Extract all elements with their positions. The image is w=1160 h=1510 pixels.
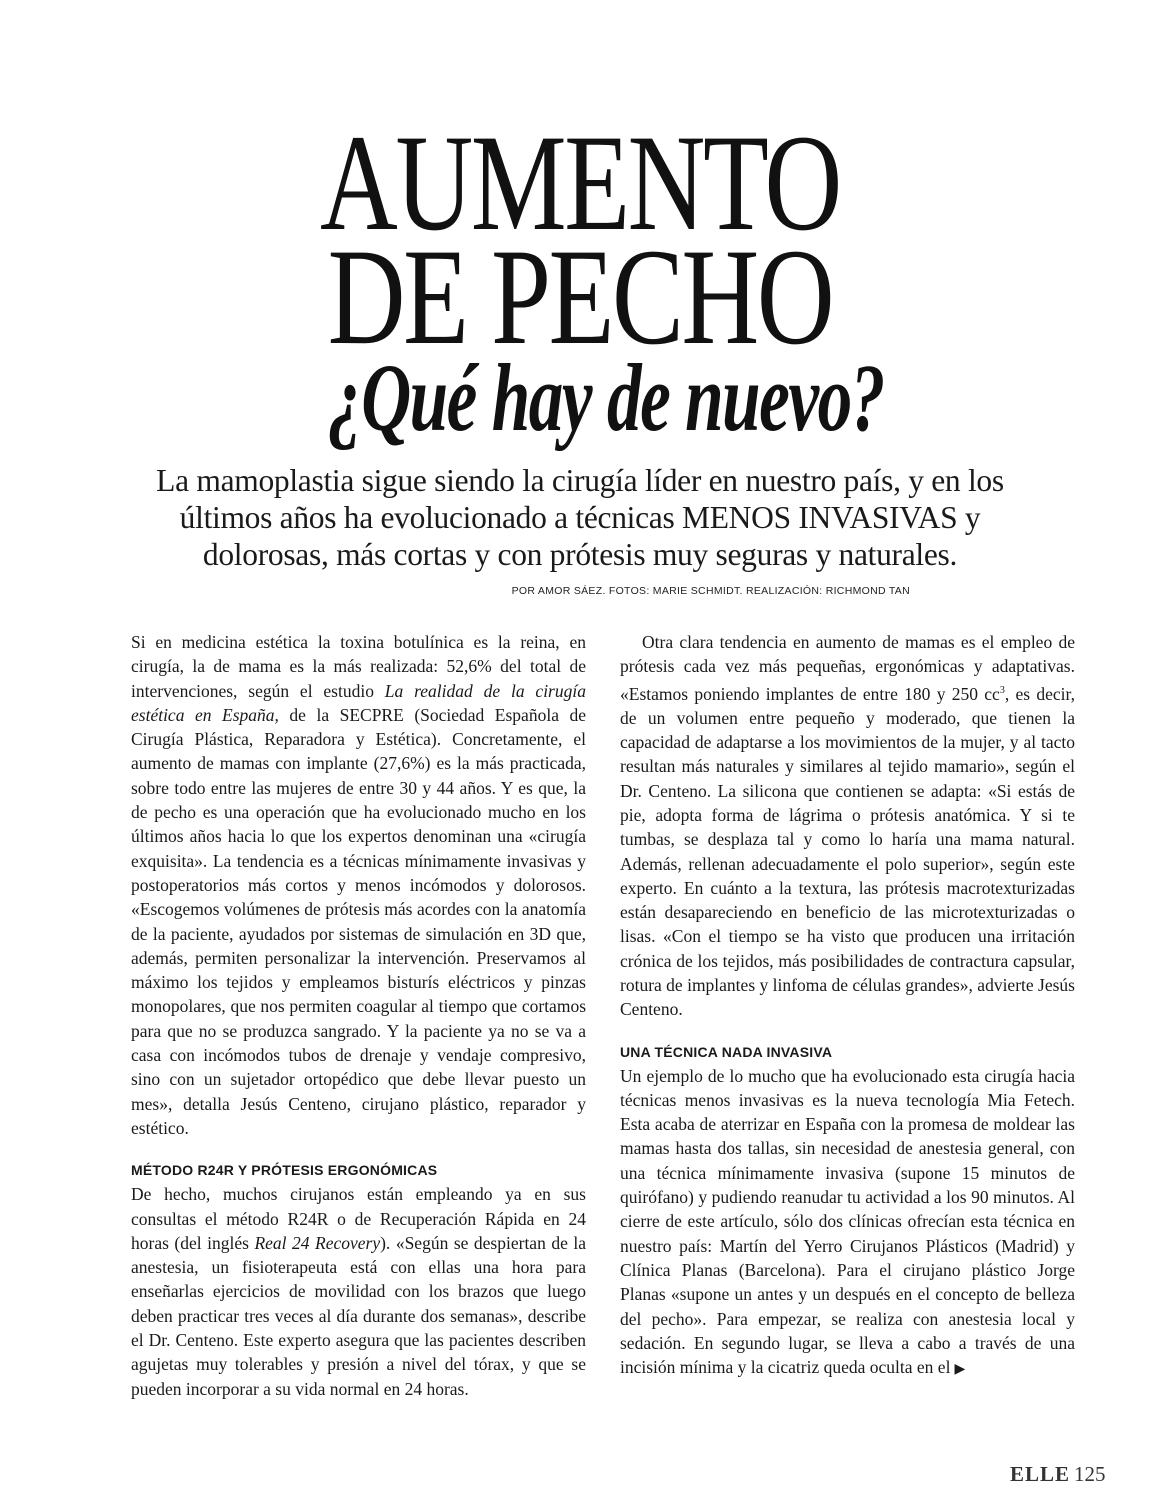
intro-text-b: de la SECPRE (Sociedad Española de Cirugía Plástica, Reparadora y Estética). Concretamente, el aumento de mamas con implante (27,6%) es la más practicada, sobre todo entre las mujeres de entre 30 y 44 años. Y es que, la de pecho es una operación que ha evolucionado mucho en los últimos años hacia lo que los expertos denominan una «cirugía exquisita». La tendencia es a técnicas mínimamente invasivas y postoperatorios más cortos y menos incómodos y dolorosos. «Escogemos volúmenes de prótesis más acordes con la anatomía de la paciente, ayudados por sistemas de simulación en 3D que, además, permiten personalizar la intervención. Preservamos al máximo los tejidos y empleamos bisturís eléctricos y pinzas monopolares, que nos permiten coagular al tiempo que cortamos para que no se produzca sangrado. Y la paciente ya no se va a casa con incómodos tubos de drenaje y vendaje compresivo, sino con un sujetador ortopédico que debe llevar puesto un mes», detalla Jesús Centeno, cirujano plástico, reparador y estético.: [131, 704, 586, 1138]
tecnica-text: Un ejemplo de lo mucho que ha evolucionado esta cirugía hacia técnicas menos invasivas es la nueva tecnología Mia Fetech. Esta acaba de aterrizar en España con la promesa de moldear las mamas hasta dos tallas, sin necesidad de anestesia general, con una técnica mínimamente invasiva (supone 15 minutos de quirófano) y pudiendo reanudar tu actividad a los 90 minutos. Al cierre de este artículo, sólo dos clínicas ofrecían esta técnica en nuestro país: Martín del Yerro Cirujanos Plásticos (Madrid) y Clínica Planas (Barcelona). Para el cirujano plástico Jorge Planas «supone un antes y un después en el concepto de belleza del pecho». Para empezar, se realiza con anestesia local y sedación. En segundo lugar, se lleva a cabo a través de una incisión mínima y la cicatriz queda oculta en el: [620, 1065, 1075, 1378]
article-deck: La mamoplastia sigue siendo la cirugía líder en nuestro país, y en los últimos años ha evolucionado a técnicas MENOS INVASIVAS y dolorosas, más cortas y con prótesis muy seguras y naturales.: [156, 463, 1004, 572]
headline-subtitle: ¿Qué hay de nuevo?: [328, 344, 884, 451]
intro-paragraph: [131, 630, 586, 1140]
headline-line-1: AUMENTO: [320, 106, 840, 259]
left-column: [131, 630, 586, 1401]
page-number: 125: [1074, 1462, 1106, 1486]
r24r-english-name: Real 24 Recovery: [254, 1232, 381, 1253]
page-folio: [1010, 1462, 1130, 1487]
study-title: La realidad de la cirugía estética en España,: [131, 680, 586, 725]
r24r-text-a: De hecho, muchos cirujanos están empleando ya en sus consultas el método R24R o de Recuperación Rápida en 24 horas (del inglés: [131, 1184, 586, 1253]
byline-credit: POR AMOR SÁEZ. FOTOS: MARIE SCHMIDT. REALIZACIÓN: RICHMOND TAN: [511, 585, 910, 597]
tecnica-paragraph: [620, 1064, 1075, 1383]
continue-arrow-icon: ▶: [954, 1362, 966, 1378]
prosthesis-text-b: , es decir, de un volumen entre pequeño y moderado, que tienen la capacidad de adaptarse a los movimientos de la mujer, y al tacto resultan más naturales y similares al tejido mamario», según el Dr. Centeno. La silicona que contienen se adapta: «Si estás de pie, adopta forma de lágrima o prótesis anatómica. Y si te tumbas, se desplaza tal y como lo haría una mama natural. Además, rellenan adecuadamente el polo superior», según este experto. En cuánto a la textura, las prótesis macrotexturizadas están desapareciendo en beneficio de las microtexturizadas o lisas. «Con el tiempo se ha visto que producen una irritación crónica de los tejidos, más posibilidades de contractura capsular, rotura de implantes y linfoma de células grandes», advierte Jesús Centeno.: [620, 683, 1075, 1020]
subhead-tecnica: UNA TÉCNICA NADA INVASIVA: [620, 1043, 833, 1060]
cc-superscript: 3: [999, 684, 1005, 696]
r24r-paragraph: [131, 1182, 586, 1401]
intro-text-a: Si en medicina estética la toxina botulínica es la reina, en cirugía, la de mama es la más realizada: 52,6% del total de intervenciones, según el estudio: [131, 632, 586, 701]
magazine-brand: ELLE: [1010, 1462, 1071, 1486]
headline-line-2: DE PECHO: [327, 220, 833, 373]
prosthesis-paragraph: [620, 630, 1075, 1022]
right-column: [620, 630, 1075, 1382]
subhead-r24r: MÉTODO R24R Y PRÓTESIS ERGONÓMICAS: [131, 1162, 438, 1179]
r24r-text-b: ). «Según se despiertan de la anestesia, un fisioterapeuta está con ellas una hora para enseñarlas ejercicios de movilidad con los brazos que luego deben practicar tres veces al día durante dos semanas», describe el Dr. Centeno. Este experto asegura que las pacientes describen agujetas muy tolerables y presión a nivel del tórax, y que se pueden incorporar a su vida normal en 24 horas.: [131, 1232, 586, 1399]
prosthesis-text-a: Otra clara tendencia en aumento de mamas es el empleo de prótesis cada vez más pequeñas, ergonómicas y adaptativas. «Estamos poniendo implantes de entre 180 y 250 cc: [620, 632, 1075, 704]
